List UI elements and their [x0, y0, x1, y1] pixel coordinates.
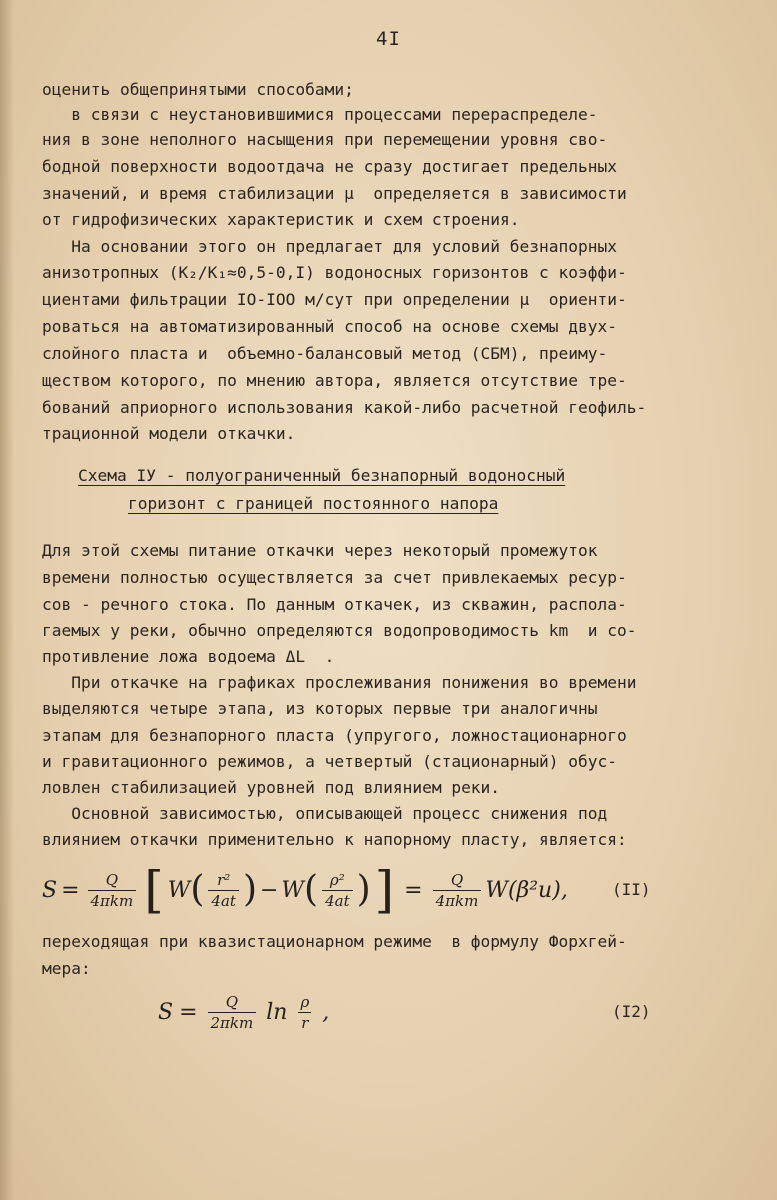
fraction-denominator: r — [298, 1012, 311, 1032]
fraction — [433, 871, 482, 910]
text-line: этапам для безнапорного пласта (упругого, ложностационарного — [42, 726, 627, 745]
text-line: сов - речного стока. По данным откачек, из скважин, распола- — [42, 595, 627, 614]
fraction-numerator: Q — [225, 992, 239, 1011]
formula-12 — [158, 982, 329, 1042]
fraction-numerator: ρ — [300, 992, 310, 1011]
text-line: бодной поверхности водоотдача не сразу достигает предельных — [42, 157, 617, 176]
equation-number: (I2) — [612, 1002, 651, 1021]
text-line: трационной модели откачки. — [42, 424, 296, 443]
formula-equals: = — [179, 999, 198, 1025]
text-line: ловлен стабилизацией уровней под влиянием реки. — [42, 778, 501, 797]
fraction — [297, 993, 312, 1032]
text-line: ния в зоне неполного насыщения при перемещении уровня сво- — [42, 130, 608, 149]
left-bracket: [ — [144, 861, 164, 919]
text-line: и гравитационного режимов, а четвертый (стационарный) обус- — [42, 752, 617, 771]
text-line: от гидрофизических характеристик и схем строения. — [42, 210, 520, 229]
text-line: значений, и время стабилизации μ определяется в зависимости — [42, 184, 627, 203]
text-line: оценить общепринятыми способами; — [42, 80, 354, 99]
right-bracket: ] — [374, 861, 395, 919]
fraction — [322, 871, 353, 910]
formula-lhs: S — [42, 877, 58, 903]
text-line: влиянием откачки применительно к напорному пласту, является: — [42, 830, 627, 849]
left-paren: ( — [304, 869, 319, 910]
fraction-numerator: r² — [217, 870, 231, 889]
fraction-denominator: 4πkm — [88, 890, 137, 910]
fraction — [208, 993, 257, 1032]
well-function: W — [281, 877, 305, 903]
well-function-leaky: W(β²u), — [485, 877, 568, 903]
fraction — [88, 871, 137, 910]
right-paren: ) — [242, 869, 257, 910]
text-line: выделяются четыре этапа, из которых первые три аналогичны — [42, 699, 598, 718]
text-line: противление ложа водоема ΔL . — [42, 647, 335, 666]
fraction-denominator: 4πkm — [433, 890, 482, 910]
text-line: ществом которого, по мнению автора, является отсутствие тре- — [42, 371, 627, 390]
left-paren: ( — [190, 869, 205, 910]
formula-equals: = — [404, 877, 423, 903]
formula-comma: , — [322, 999, 330, 1025]
fraction-numerator: Q — [450, 870, 464, 889]
formula-minus: − — [259, 877, 279, 903]
page-number: 4I — [376, 28, 401, 50]
text-line: в связи с неустановившимися процессами перераспределе- — [42, 105, 598, 124]
fraction-denominator: 4at — [208, 890, 239, 910]
fraction — [208, 871, 239, 910]
natural-log: ln — [266, 999, 288, 1025]
text-line: Основной зависимостью, описывающей процесс снижения под — [42, 804, 608, 823]
fraction-numerator: Q — [105, 870, 119, 889]
fraction-numerator: ρ² — [329, 870, 345, 889]
section-heading-line-1: Схема IУ - полуограниченный безнапорный водоносный — [78, 466, 566, 485]
text-line: роваться на автоматизированный способ на основе схемы двух- — [42, 317, 617, 336]
text-line: На основании этого он предлагает для условий безнапорных — [42, 237, 617, 256]
text-line: времени полностью осуществляется за счет привлекаемых ресур- — [42, 568, 627, 587]
right-paren: ) — [356, 869, 371, 910]
text-line: мера: — [42, 959, 91, 978]
equation-number: (II) — [612, 880, 651, 899]
formula-equals: = — [61, 877, 80, 903]
text-line: При откачке на графиках прослеживания понижения во времени — [42, 673, 637, 692]
fraction-denominator: 4at — [322, 890, 353, 910]
formula-11 — [42, 858, 568, 922]
text-line: Для этой схемы питание откачки через некоторый промежуток — [42, 541, 598, 560]
text-line: бований априорного использования какой-либо расчетной геофиль- — [42, 398, 647, 417]
text-line: гаемых у реки, обычно определяются водопроводимость km и со- — [42, 621, 637, 640]
text-line: переходящая при квазистационарном режиме в формулу Форхгей- — [42, 932, 627, 951]
text-line: анизотропных (K₂/K₁≈0,5-0,I) водоносных горизонтов с коэффи- — [42, 263, 627, 282]
text-line: циентами фильтрации IO-IOO м/сут при определении μ ориенти- — [42, 290, 627, 309]
text-line: слойного пласта и объемно-балансовый метод (СБМ), преиму- — [42, 344, 608, 363]
formula-lhs: S — [158, 999, 174, 1025]
section-heading-line-2: горизонт с границей постоянного напора — [128, 494, 499, 513]
fraction-denominator: 2πkm — [208, 1012, 257, 1032]
well-function: W — [167, 877, 191, 903]
